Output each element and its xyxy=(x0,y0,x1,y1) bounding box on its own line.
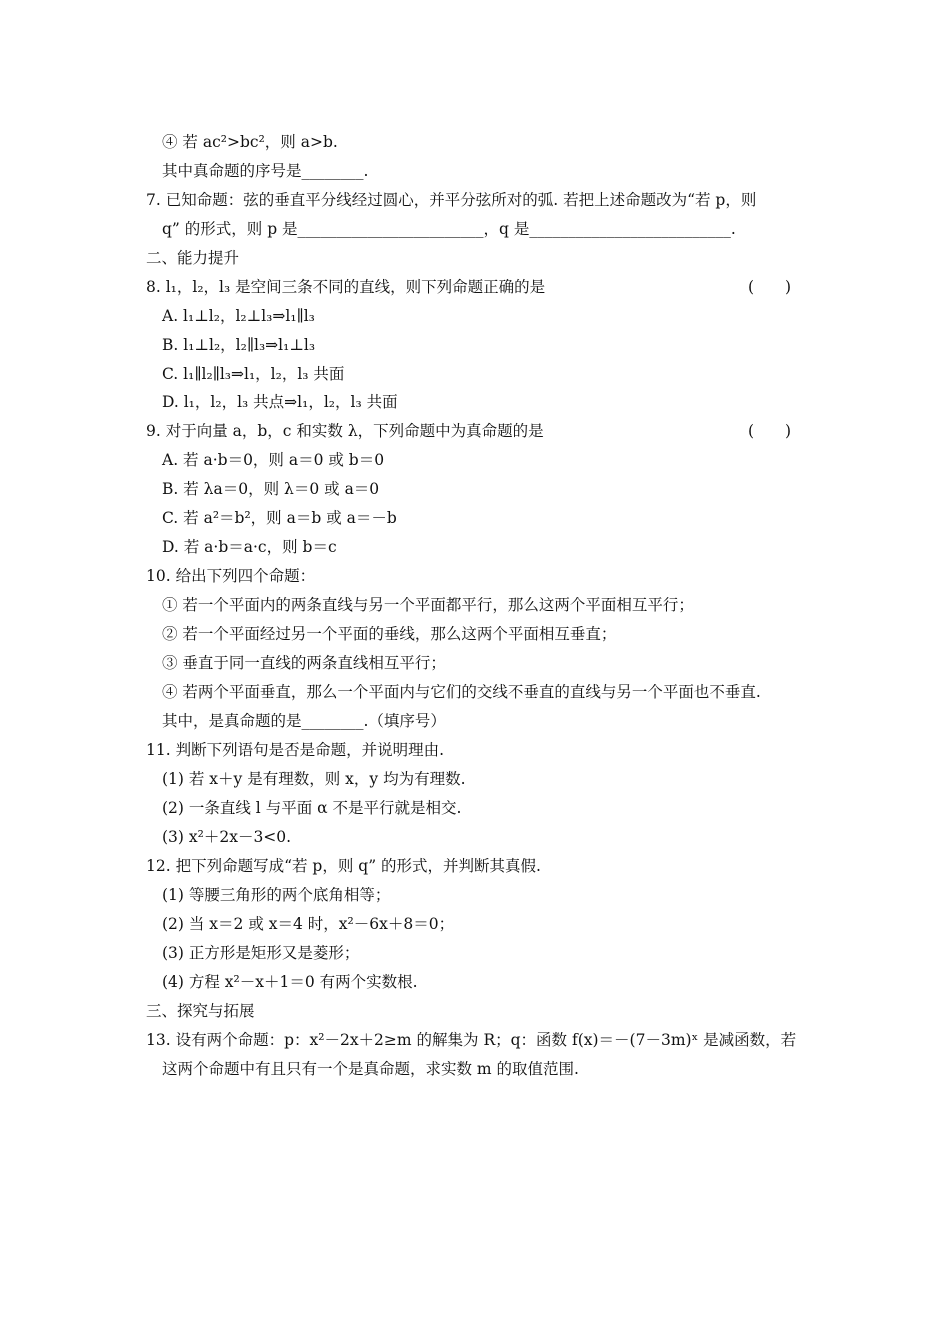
question-12-item-1: (1) 等腰三角形的两个底角相等； xyxy=(162,886,391,904)
question-7-line-2: q” 的形式，则 p 是________________________，q 是__________________________. xyxy=(162,220,736,238)
question-9-option-a: A. 若 a·b＝0，则 a＝0 或 b＝0 xyxy=(162,451,385,469)
question-8: 8. l₁，l₂，l₃ 是空间三条不同的直线，则下列命题正确的是 xyxy=(146,278,546,296)
question-10-item-3: ③ 垂直于同一直线的两条直线相互平行； xyxy=(162,654,446,672)
true-statement-prompt: 其中真命题的序号是________. xyxy=(162,162,369,180)
question-12-item-3: (3) 正方形是矩形又是菱形； xyxy=(162,944,360,962)
question-10-item-1: ① 若一个平面内的两条直线与另一个平面都平行，那么这两个平面相互平行； xyxy=(162,596,694,614)
question-8-option-c: C. l₁∥l₂∥l₃⇒l₁，l₂，l₃ 共面 xyxy=(162,365,345,383)
answer-paren-8: ( ) xyxy=(748,278,792,296)
question-11-item-3: (3) x²＋2x－3<0. xyxy=(162,828,292,846)
question-13-line-2: 这两个命题中有且只有一个是真命题，求实数 m 的取值范围. xyxy=(162,1060,579,1078)
question-9-option-c: C. 若 a²＝b²，则 a＝b 或 a＝－b xyxy=(162,509,397,527)
question-8-option-b: B. l₁⊥l₂，l₂∥l₃⇒l₁⊥l₃ xyxy=(162,336,316,354)
section-3-heading: 三、探究与拓展 xyxy=(146,1002,255,1020)
question-12-item-4: (4) 方程 x²－x＋1＝0 有两个实数根. xyxy=(162,973,418,991)
question-9: 9. 对于向量 a，b，c 和实数 λ，下列命题中为真命题的是 xyxy=(146,422,544,440)
question-10: 10. 给出下列四个命题： xyxy=(146,567,316,585)
question-9-option-d: D. 若 a·b＝a·c，则 b＝c xyxy=(162,538,337,556)
section-2-heading: 二、能力提升 xyxy=(146,249,240,267)
question-10-item-2: ② 若一个平面经过另一个平面的垂线，那么这两个平面相互垂直； xyxy=(162,625,617,643)
question-11-item-1: (1) 若 x＋y 是有理数，则 x，y 均为有理数. xyxy=(162,770,466,788)
question-8-option-a: A. l₁⊥l₂，l₂⊥l₃⇒l₁∥l₃ xyxy=(162,307,315,325)
question-7-line-1: 7. 已知命题：弦的垂直平分线经过圆心，并平分弦所对的弧. 若把上述命题改为“若 p，则 xyxy=(146,191,757,209)
question-9-option-b: B. 若 λa＝0，则 λ＝0 或 a＝0 xyxy=(162,480,380,498)
question-10-prompt: 其中，是真命题的是________.（填序号） xyxy=(162,712,446,730)
question-11: 11. 判断下列语句是否是命题，并说明理由. xyxy=(146,741,445,759)
question-11-item-2: (2) 一条直线 l 与平面 α 不是平行就是相交. xyxy=(162,799,462,817)
question-12: 12. 把下列命题写成“若 p，则 q” 的形式，并判断其真假. xyxy=(146,857,541,875)
question-10-item-4: ④ 若两个平面垂直，那么一个平面内与它们的交线不垂直的直线与另一个平面也不垂直. xyxy=(162,683,761,701)
question-12-item-2: (2) 当 x＝2 或 x＝4 时，x²－6x＋8＝0； xyxy=(162,915,455,933)
answer-paren-9: ( ) xyxy=(748,422,792,440)
statement-4: ④ 若 ac²>bc²，则 a>b. xyxy=(162,133,338,151)
question-8-option-d: D. l₁，l₂，l₃ 共点⇒l₁，l₂，l₃ 共面 xyxy=(162,393,398,411)
question-13-line-1: 13. 设有两个命题：p：x²－2x＋2≥m 的解集为 R；q：函数 f(x)＝－(7－3m)ˣ 是减函数，若 xyxy=(146,1031,797,1049)
